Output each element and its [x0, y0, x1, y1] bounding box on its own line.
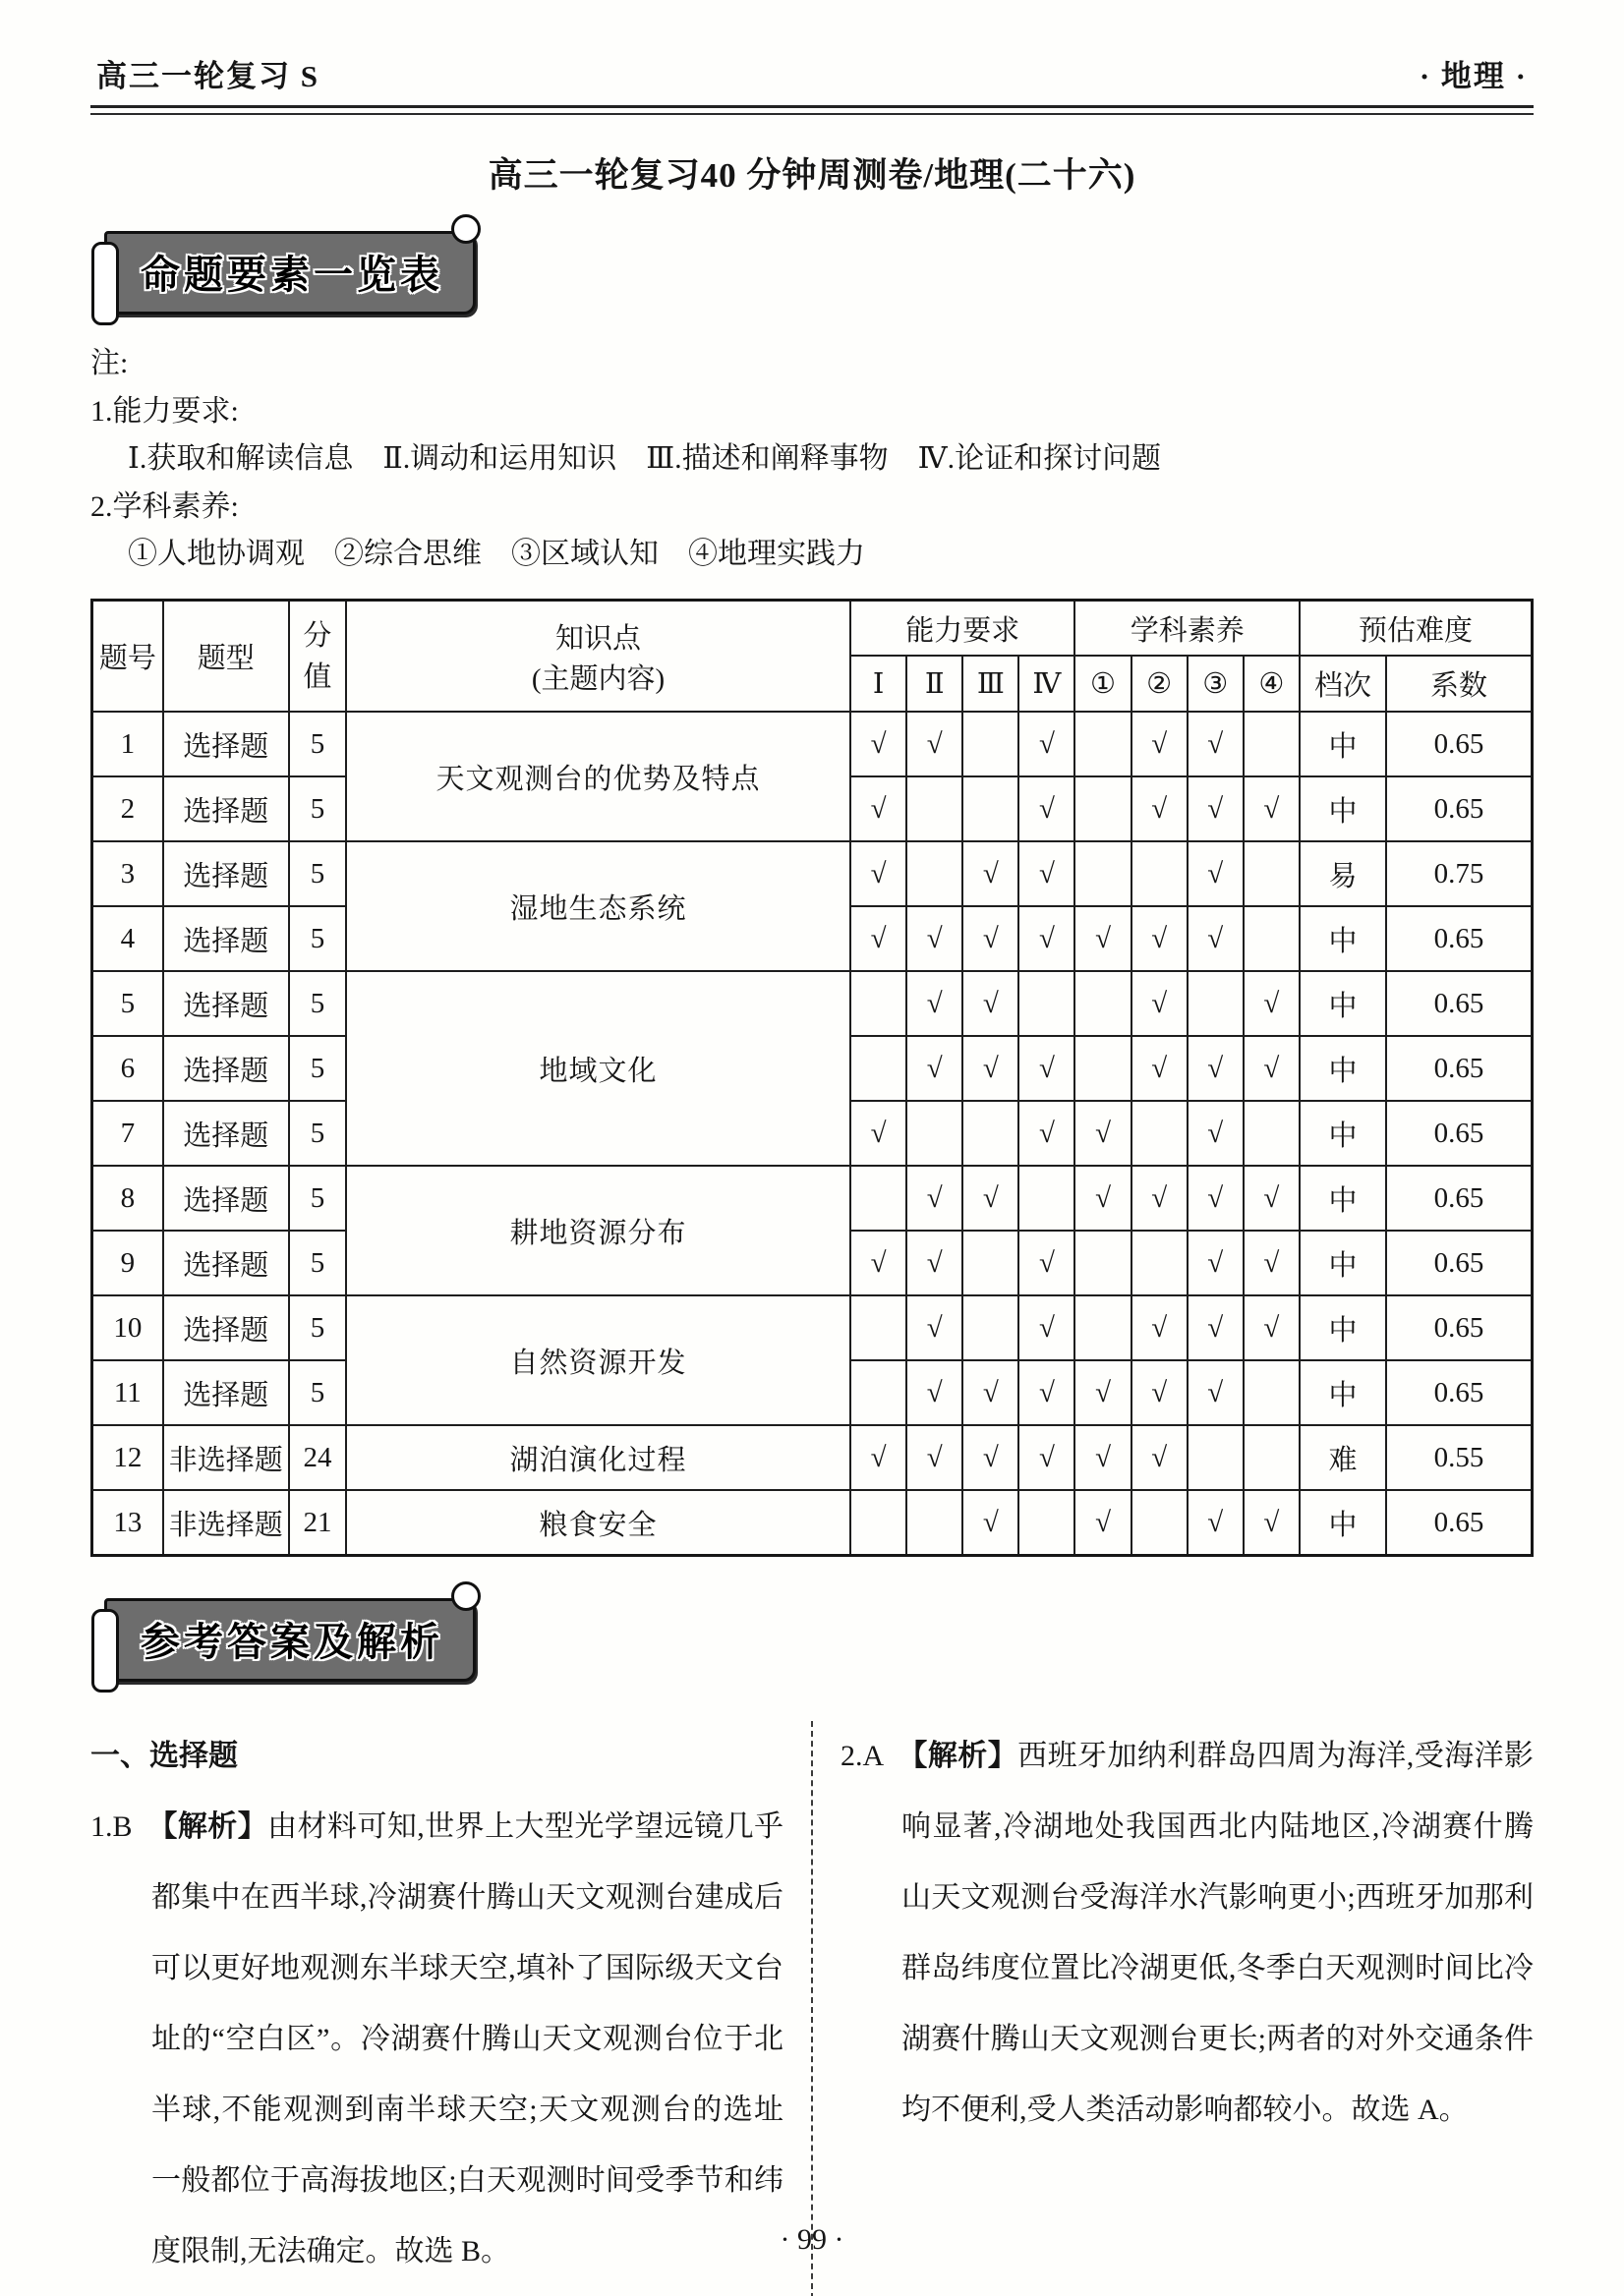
cell-question-type: 选择题 — [163, 1166, 289, 1231]
cell-topic: 自然资源开发 — [346, 1295, 850, 1425]
cell-question-type: 选择题 — [163, 841, 289, 906]
cell-question-no: 2 — [92, 776, 163, 841]
plan-banner-title: 命题要素一览表 — [141, 254, 443, 297]
col-header-ability: Ⅰ — [850, 656, 906, 712]
cell-checkmark: √ — [850, 906, 906, 971]
cell-difficulty-level: 中 — [1300, 1036, 1386, 1101]
col-header-ability: Ⅲ — [962, 656, 1018, 712]
cell-empty — [906, 841, 962, 906]
plan-banner-wrap — [90, 231, 1534, 315]
running-head-left: 高三一轮复习 S — [96, 59, 319, 93]
col-header-topic — [346, 600, 850, 712]
cell-checkmark: √ — [1244, 971, 1300, 1036]
cell-checkmark: √ — [1188, 1231, 1244, 1295]
plan-table-body — [92, 712, 1533, 1555]
cell-checkmark: √ — [1074, 1101, 1131, 1166]
cell-topic: 湖泊演化过程 — [346, 1425, 850, 1490]
cell-checkmark: √ — [1131, 712, 1188, 776]
cell-empty — [850, 1490, 906, 1555]
cell-checkmark: √ — [1018, 1231, 1074, 1295]
cell-empty — [1131, 841, 1188, 906]
cell-checkmark: √ — [1018, 776, 1074, 841]
cell-checkmark: √ — [850, 776, 906, 841]
cell-checkmark: √ — [1188, 776, 1244, 841]
notes-line-3: 2.学科素养: — [90, 489, 239, 523]
cell-checkmark: √ — [1074, 1360, 1131, 1425]
answer-label: 1.B — [90, 1809, 163, 1843]
answer-item-1 — [90, 1792, 783, 2287]
cell-question-type: 选择题 — [163, 906, 289, 971]
cell-difficulty-coefficient: 0.65 — [1386, 1231, 1532, 1295]
cell-empty — [1244, 1101, 1300, 1166]
cell-difficulty-coefficient: 0.65 — [1386, 712, 1532, 776]
cell-question-type: 选择题 — [163, 1360, 289, 1425]
cell-checkmark: √ — [1188, 906, 1244, 971]
col-header-score-text: 分值 — [303, 619, 332, 693]
answer-text: 西班牙加纳利群岛四周为海洋,受海洋影响显著,冷湖地处我国西北内陆地区,冷湖赛什腾山天文观测台受海洋水汽影响更小;西班牙加那利群岛纬度位置比冷湖更低,冬季白天观测时间比冷湖赛什腾山天文观测台更长;两者的对外交通条件均不便利,受人类活动影响都较小。故选 A。 — [901, 1739, 1535, 2126]
notes-line-4: ①人地协调观 ②综合思维 ③区域认知 ④地理实践力 — [128, 538, 865, 571]
cell-checkmark: √ — [906, 971, 962, 1036]
cell-question-type: 非选择题 — [163, 1425, 289, 1490]
plan-table — [90, 599, 1534, 1557]
cell-empty — [850, 971, 906, 1036]
cell-empty — [850, 1295, 906, 1360]
cell-empty — [1018, 971, 1074, 1036]
table-row — [92, 841, 1533, 906]
cell-checkmark: √ — [1188, 1166, 1244, 1231]
cell-score: 5 — [289, 1166, 346, 1231]
cell-checkmark: √ — [1244, 1036, 1300, 1101]
cell-difficulty-level: 中 — [1300, 1360, 1386, 1425]
cell-empty — [850, 1166, 906, 1231]
cell-empty — [962, 1295, 1018, 1360]
page-number: · 99 · — [780, 2223, 844, 2256]
col-header-ability: Ⅳ — [1018, 656, 1074, 712]
cell-score: 5 — [289, 906, 346, 971]
cell-empty — [1074, 971, 1131, 1036]
cell-difficulty-level: 中 — [1300, 712, 1386, 776]
cell-difficulty-level: 中 — [1300, 1166, 1386, 1231]
cell-checkmark: √ — [906, 1360, 962, 1425]
cell-question-type: 选择题 — [163, 1231, 289, 1295]
analysis-tag: 【解析】 — [162, 1809, 268, 1843]
col-header-literacy: ④ — [1244, 656, 1300, 712]
cell-checkmark: √ — [1188, 1490, 1244, 1555]
cell-checkmark: √ — [962, 841, 1018, 906]
cell-checkmark: √ — [962, 906, 1018, 971]
cell-checkmark: √ — [906, 712, 962, 776]
cell-checkmark: √ — [962, 1036, 1018, 1101]
col-header-ability: Ⅱ — [906, 656, 962, 712]
ribbon-roll-icon — [91, 242, 119, 325]
cell-topic: 地域文化 — [346, 971, 850, 1166]
cell-topic: 天文观测台的优势及特点 — [346, 712, 850, 841]
col-header-literacy: ③ — [1188, 656, 1244, 712]
cell-checkmark: √ — [906, 906, 962, 971]
cell-empty — [1131, 1101, 1188, 1166]
ribbon-curl-icon — [451, 214, 481, 244]
group-header-difficulty: 预估难度 — [1300, 600, 1533, 656]
cell-checkmark: √ — [906, 1295, 962, 1360]
cell-checkmark: √ — [1131, 1166, 1188, 1231]
cell-checkmark: √ — [1074, 1425, 1131, 1490]
cell-checkmark: √ — [1018, 1036, 1074, 1101]
cell-empty — [906, 1101, 962, 1166]
cell-empty — [962, 1101, 1018, 1166]
cell-difficulty-coefficient: 0.65 — [1386, 1036, 1532, 1101]
cell-checkmark: √ — [1074, 1490, 1131, 1555]
cell-empty — [906, 1490, 962, 1555]
cell-empty — [962, 712, 1018, 776]
cell-question-no: 7 — [92, 1101, 163, 1166]
cell-score: 5 — [289, 712, 346, 776]
cell-checkmark: √ — [1244, 1295, 1300, 1360]
cell-empty — [1074, 776, 1131, 841]
cell-empty — [962, 1231, 1018, 1295]
cell-question-no: 3 — [92, 841, 163, 906]
cell-score: 5 — [289, 1231, 346, 1295]
cell-checkmark: √ — [1018, 1295, 1074, 1360]
col-header-question-type: 题型 — [163, 600, 289, 712]
cell-checkmark: √ — [850, 712, 906, 776]
cell-checkmark: √ — [1018, 906, 1074, 971]
cell-checkmark: √ — [1074, 1166, 1131, 1231]
cell-topic: 粮食安全 — [346, 1490, 850, 1555]
cell-checkmark: √ — [1131, 1295, 1188, 1360]
cell-difficulty-coefficient: 0.65 — [1386, 971, 1532, 1036]
cell-question-type: 选择题 — [163, 776, 289, 841]
group-header-literacy: 学科素养 — [1074, 600, 1299, 656]
cell-checkmark: √ — [850, 1101, 906, 1166]
cell-difficulty-coefficient: 0.65 — [1386, 1360, 1532, 1425]
notes-line-2: Ⅰ.获取和解读信息 Ⅱ.调动和运用知识 Ⅲ.描述和阐释事物 Ⅳ.论证和探讨问题 — [128, 442, 1162, 476]
cell-empty — [1074, 1036, 1131, 1101]
cell-difficulty-coefficient: 0.65 — [1386, 906, 1532, 971]
cell-checkmark: √ — [1244, 1231, 1300, 1295]
page-title: 高三一轮复习40 分钟周测卷/地理(二十六) — [488, 156, 1136, 195]
cell-checkmark: √ — [906, 1425, 962, 1490]
cell-empty — [1188, 1425, 1244, 1490]
table-row — [92, 1490, 1533, 1555]
cell-score: 5 — [289, 971, 346, 1036]
cell-checkmark: √ — [1188, 1360, 1244, 1425]
answer-text: 由材料可知,世界上大型光学望远镜几乎都集中在西半球,冷湖赛什腾山天文观测台建成后可以更好地观测东半球天空,填补了国际级天文台址的“空白区”。冷湖赛什腾山天文观测台位于北半球,不能观测到南半球天空;天文观测台的选址一般都位于高海拔地区;白天观测时间受季节和纬度限制,无法确定。故选 B。 — [151, 1809, 784, 2267]
cell-empty — [1244, 712, 1300, 776]
cell-empty — [1018, 1166, 1074, 1231]
cell-checkmark: √ — [1131, 776, 1188, 841]
analysis-tag: 【解析】 — [912, 1739, 1018, 1772]
cell-checkmark: √ — [1018, 841, 1074, 906]
cell-question-type: 选择题 — [163, 1101, 289, 1166]
cell-checkmark: √ — [962, 1425, 1018, 1490]
ribbon-roll-icon — [91, 1609, 119, 1693]
col-header-topic-line-1: 知识点 — [555, 622, 642, 655]
col-header-difficulty: 系数 — [1386, 656, 1532, 712]
cell-difficulty-coefficient: 0.65 — [1386, 1101, 1532, 1166]
cell-difficulty-level: 中 — [1300, 1231, 1386, 1295]
cell-empty — [906, 776, 962, 841]
cell-empty — [1074, 712, 1131, 776]
cell-checkmark: √ — [962, 971, 1018, 1036]
cell-topic: 湿地生态系统 — [346, 841, 850, 971]
cell-checkmark: √ — [1131, 1425, 1188, 1490]
cell-checkmark: √ — [1018, 1425, 1074, 1490]
cell-question-type: 选择题 — [163, 712, 289, 776]
answer-items — [90, 1721, 1534, 2287]
cell-empty — [1131, 1490, 1188, 1555]
answers-section-title: 一、选择题 — [90, 1739, 238, 1772]
table-row — [92, 971, 1533, 1036]
cell-score: 21 — [289, 1490, 346, 1555]
cell-empty — [850, 1036, 906, 1101]
cell-checkmark: √ — [1244, 1166, 1300, 1231]
table-row — [92, 1425, 1533, 1490]
cell-difficulty-level: 中 — [1300, 1101, 1386, 1166]
cell-empty — [1244, 1360, 1300, 1425]
cell-question-no: 4 — [92, 906, 163, 971]
col-header-score — [289, 600, 346, 712]
cell-checkmark: √ — [1244, 1490, 1300, 1555]
cell-checkmark: √ — [1131, 1360, 1188, 1425]
table-row — [92, 712, 1533, 776]
cell-score: 5 — [289, 1101, 346, 1166]
cell-empty — [1074, 1231, 1131, 1295]
cell-score: 5 — [289, 841, 346, 906]
cell-difficulty-level: 中 — [1300, 1490, 1386, 1555]
cell-question-type: 非选择题 — [163, 1490, 289, 1555]
cell-score: 5 — [289, 1036, 346, 1101]
cell-checkmark: √ — [1131, 906, 1188, 971]
ribbon-curl-icon — [451, 1581, 481, 1611]
cell-checkmark: √ — [962, 1166, 1018, 1231]
notes-label: 注: — [90, 347, 129, 379]
cell-checkmark: √ — [962, 1360, 1018, 1425]
cell-question-no: 13 — [92, 1490, 163, 1555]
cell-empty — [1188, 971, 1244, 1036]
cell-checkmark: √ — [1131, 971, 1188, 1036]
answers-banner-ribbon — [104, 1598, 476, 1682]
cell-question-no: 11 — [92, 1360, 163, 1425]
cell-question-no: 1 — [92, 712, 163, 776]
cell-difficulty-coefficient: 0.65 — [1386, 1490, 1532, 1555]
cell-empty — [850, 1360, 906, 1425]
table-row — [92, 1295, 1533, 1360]
cell-checkmark: √ — [906, 1036, 962, 1101]
cell-checkmark: √ — [1131, 1036, 1188, 1101]
cell-question-no: 12 — [92, 1425, 163, 1490]
cell-empty — [1018, 1490, 1074, 1555]
cell-empty — [1131, 1231, 1188, 1295]
cell-checkmark: √ — [1188, 712, 1244, 776]
cell-checkmark: √ — [906, 1166, 962, 1231]
cell-score: 5 — [289, 1360, 346, 1425]
cell-question-type: 选择题 — [163, 971, 289, 1036]
cell-question-no: 10 — [92, 1295, 163, 1360]
cell-question-no: 6 — [92, 1036, 163, 1101]
cell-difficulty-coefficient: 0.55 — [1386, 1425, 1532, 1490]
cell-checkmark: √ — [1018, 712, 1074, 776]
plan-banner-ribbon — [104, 231, 476, 315]
col-header-literacy: ② — [1131, 656, 1188, 712]
col-header-literacy: ① — [1074, 656, 1131, 712]
answers-columns — [90, 1721, 1534, 2296]
cell-difficulty-level: 中 — [1300, 906, 1386, 971]
answers-banner-title: 参考答案及解析 — [141, 1620, 443, 1664]
cell-difficulty-level: 中 — [1300, 971, 1386, 1036]
cell-checkmark: √ — [1018, 1360, 1074, 1425]
cell-empty — [1244, 1425, 1300, 1490]
cell-question-type: 选择题 — [163, 1036, 289, 1101]
running-head-right: · 地理 · — [1419, 59, 1528, 93]
cell-checkmark: √ — [1244, 776, 1300, 841]
cell-difficulty-coefficient: 0.65 — [1386, 1295, 1532, 1360]
cell-checkmark: √ — [1188, 841, 1244, 906]
cell-empty — [1074, 1295, 1131, 1360]
header-double-rule — [90, 105, 1534, 115]
notes-line-1: 1.能力要求: — [90, 394, 239, 428]
cell-score: 5 — [289, 1295, 346, 1360]
cell-empty — [962, 776, 1018, 841]
cell-score: 5 — [289, 776, 346, 841]
table-row — [92, 1166, 1533, 1231]
answer-item-2 — [841, 1721, 1534, 2146]
cell-difficulty-coefficient: 0.75 — [1386, 841, 1532, 906]
cell-checkmark: √ — [1018, 1101, 1074, 1166]
cell-checkmark: √ — [1074, 906, 1131, 971]
cell-checkmark: √ — [850, 1425, 906, 1490]
running-head — [90, 51, 1534, 95]
cell-topic: 耕地资源分布 — [346, 1166, 850, 1295]
answers-banner-wrap — [90, 1598, 1534, 1682]
cell-question-no: 8 — [92, 1166, 163, 1231]
cell-empty — [1244, 906, 1300, 971]
answer-label: 2.A — [841, 1739, 913, 1772]
col-header-difficulty: 档次 — [1300, 656, 1386, 712]
cell-checkmark: √ — [1188, 1036, 1244, 1101]
group-header-ability: 能力要求 — [850, 600, 1074, 656]
cell-checkmark: √ — [906, 1231, 962, 1295]
cell-difficulty-level: 难 — [1300, 1425, 1386, 1490]
cell-difficulty-level: 中 — [1300, 776, 1386, 841]
notes-block — [90, 340, 1534, 579]
cell-score: 24 — [289, 1425, 346, 1490]
cell-question-no: 5 — [92, 971, 163, 1036]
plan-table-head — [92, 600, 1533, 712]
cell-difficulty-level: 中 — [1300, 1295, 1386, 1360]
cell-checkmark: √ — [1188, 1295, 1244, 1360]
cell-difficulty-coefficient: 0.65 — [1386, 776, 1532, 841]
cell-empty — [1244, 841, 1300, 906]
cell-difficulty-coefficient: 0.65 — [1386, 1166, 1532, 1231]
cell-question-type: 选择题 — [163, 1295, 289, 1360]
cell-checkmark: √ — [1188, 1101, 1244, 1166]
cell-difficulty-level: 易 — [1300, 841, 1386, 906]
cell-checkmark: √ — [850, 1231, 906, 1295]
cell-question-no: 9 — [92, 1231, 163, 1295]
cell-empty — [1074, 841, 1131, 906]
col-header-question-no: 题号 — [92, 600, 163, 712]
cell-checkmark: √ — [962, 1490, 1018, 1555]
cell-checkmark: √ — [850, 841, 906, 906]
col-header-topic-line-2: (主题内容) — [531, 662, 666, 695]
